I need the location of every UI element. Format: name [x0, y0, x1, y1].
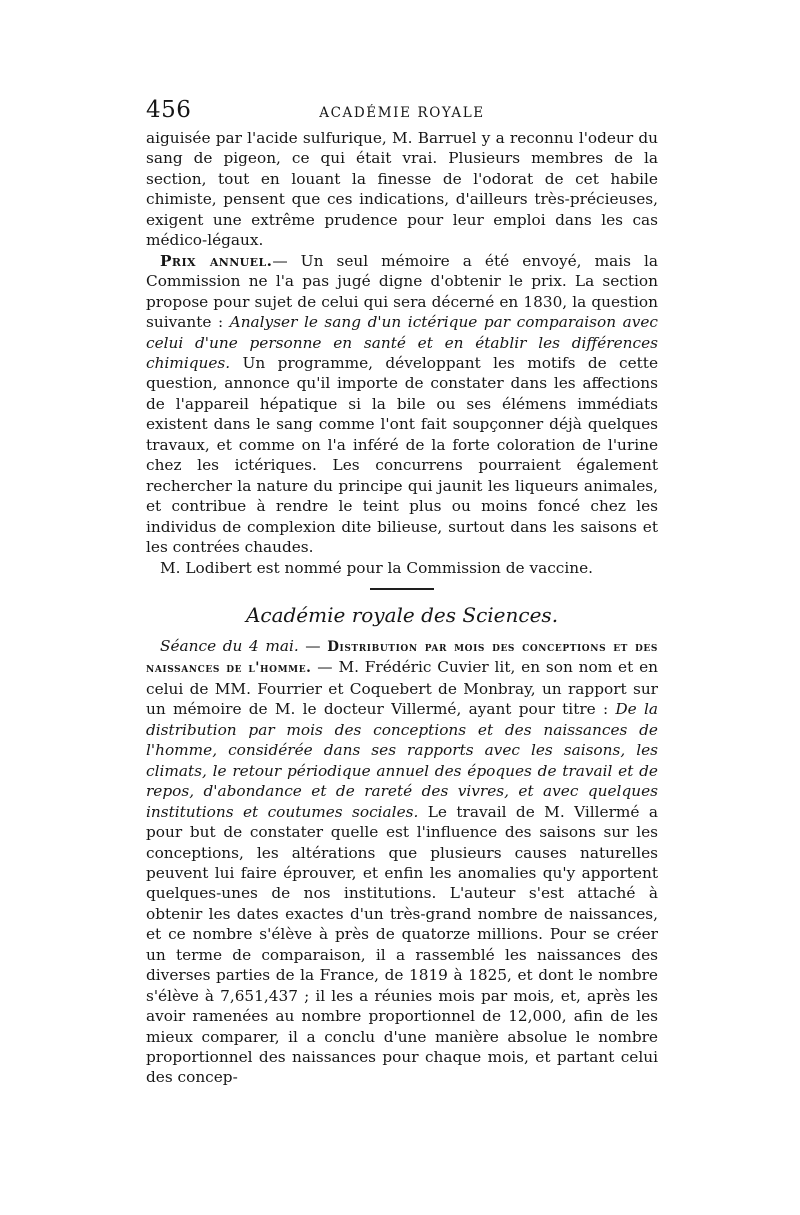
paragraph-text: aiguisée par l'acide sulfurique, M. Barruel y a reconnu l'odeur du sang de pigeon, ce qui était vrai. Plusieurs membres de la section, tout en louant la finesse de l'odorat de cet habile chimiste, pensent que ces indications, d'ailleurs très-précieuses, exigent une extrême prudence pour leur emploi dans les cas médico-légaux. — [146, 129, 658, 250]
section-title: Académie royale des Sciences. — [245, 602, 559, 627]
running-head: ACADÉMIE ROYALE — [319, 105, 485, 121]
page-number: 456 — [146, 97, 192, 123]
section-divider — [370, 588, 434, 590]
book-page — [146, 96, 658, 1088]
paragraph-seance — [146, 636, 658, 1088]
prize-question: Analyser le sang d'un ictérique par comparaison avec celui d'une personne en santé et en établir les différences chimiques. — [146, 313, 658, 372]
page-header — [146, 96, 658, 128]
paragraph-text: — M. Frédéric Cuvier lit, en son nom et en celui de MM. Fourrier et Coquebert de Monbray, un rapport sur un mémoire de M. le docteur Villermé, ayant pour titre : — [146, 658, 658, 719]
paragraph-text: — Un seul mémoire a été envoyé, mais la Commission ne l'a pas jugé digne d'obtenir le prix. La section propose pour sujet de celui qui sera décerné en 1830, la question suivante : — [146, 251, 658, 332]
memoir-title: De la distribution par mois des conceptions et des naissances de l'homme, considérée dans ses rapports avec les saisons, les climats, le retour périodique annuel des époques de travail et de repos, d'abondance et de rareté des vivres, et avec quelques institutions et coutumes sociales. — [146, 700, 658, 821]
prix-annuel-label: Prix annuel. — [160, 251, 273, 270]
paragraph-text: M. Lodibert est nommé pour la Commission de vaccine. — [160, 558, 594, 577]
paragraph-continuation — [146, 128, 658, 251]
seance-date: Séance du 4 mai. — [160, 636, 299, 655]
seance-heading: Distribution par mois des conceptions et des naissances de l'homme. — [146, 638, 658, 677]
paragraph-prix-annuel — [146, 251, 658, 558]
paragraph-text: Un programme, développant les motifs de cette question, annonce qu'il importe de constater dans les affections de l'appareil hépatique si la bile ou ses élémens immédiats existent dans le sang comme l'ont fait soupçonner déjà quelques travaux, et comme on l'a inféré de la forte coloration de l'urine chez les ictériques. Les concurrens pourraient également rechercher la nature du principe qui jaunit les liqueurs animales, et contribue à rendre le teint plus ou moins foncé chez les individus de complexion dite bilieuse, surtout dans les saisons et les contrées chaudes. — [146, 353, 658, 557]
paragraph-text: Le travail de M. Villermé a pour but de constater quelle est l'influence des saisons sur les conceptions, les altérations que plusieurs causes naturelles peuvent lui faire éprouver, et enfin les anomalies qu'y apportent quelques-unes de nos institutions. L'auteur s'est attaché à obtenir les dates exactes d'un très-grand nombre de naissances, et ce nombre s'élève à près de quatorze millions. Pour se créer un terme de comparaison, il a rassemblé les naissances des diverses parties de la France, de 1819 à 1825, et dont le nombre s'élève à 7,651,437 ; il les a réunies mois par mois, et, après les avoir ramenées au nombre proportionnel de 12,000, afin de les mieux comparer, il a conclu d'une manière absolue le nombre proportionnel des naissances pour chaque mois, et partant celui des concep- — [146, 802, 658, 1087]
dash: — — [298, 636, 328, 655]
body-text — [146, 128, 658, 1088]
paragraph-lodibert — [146, 558, 658, 578]
